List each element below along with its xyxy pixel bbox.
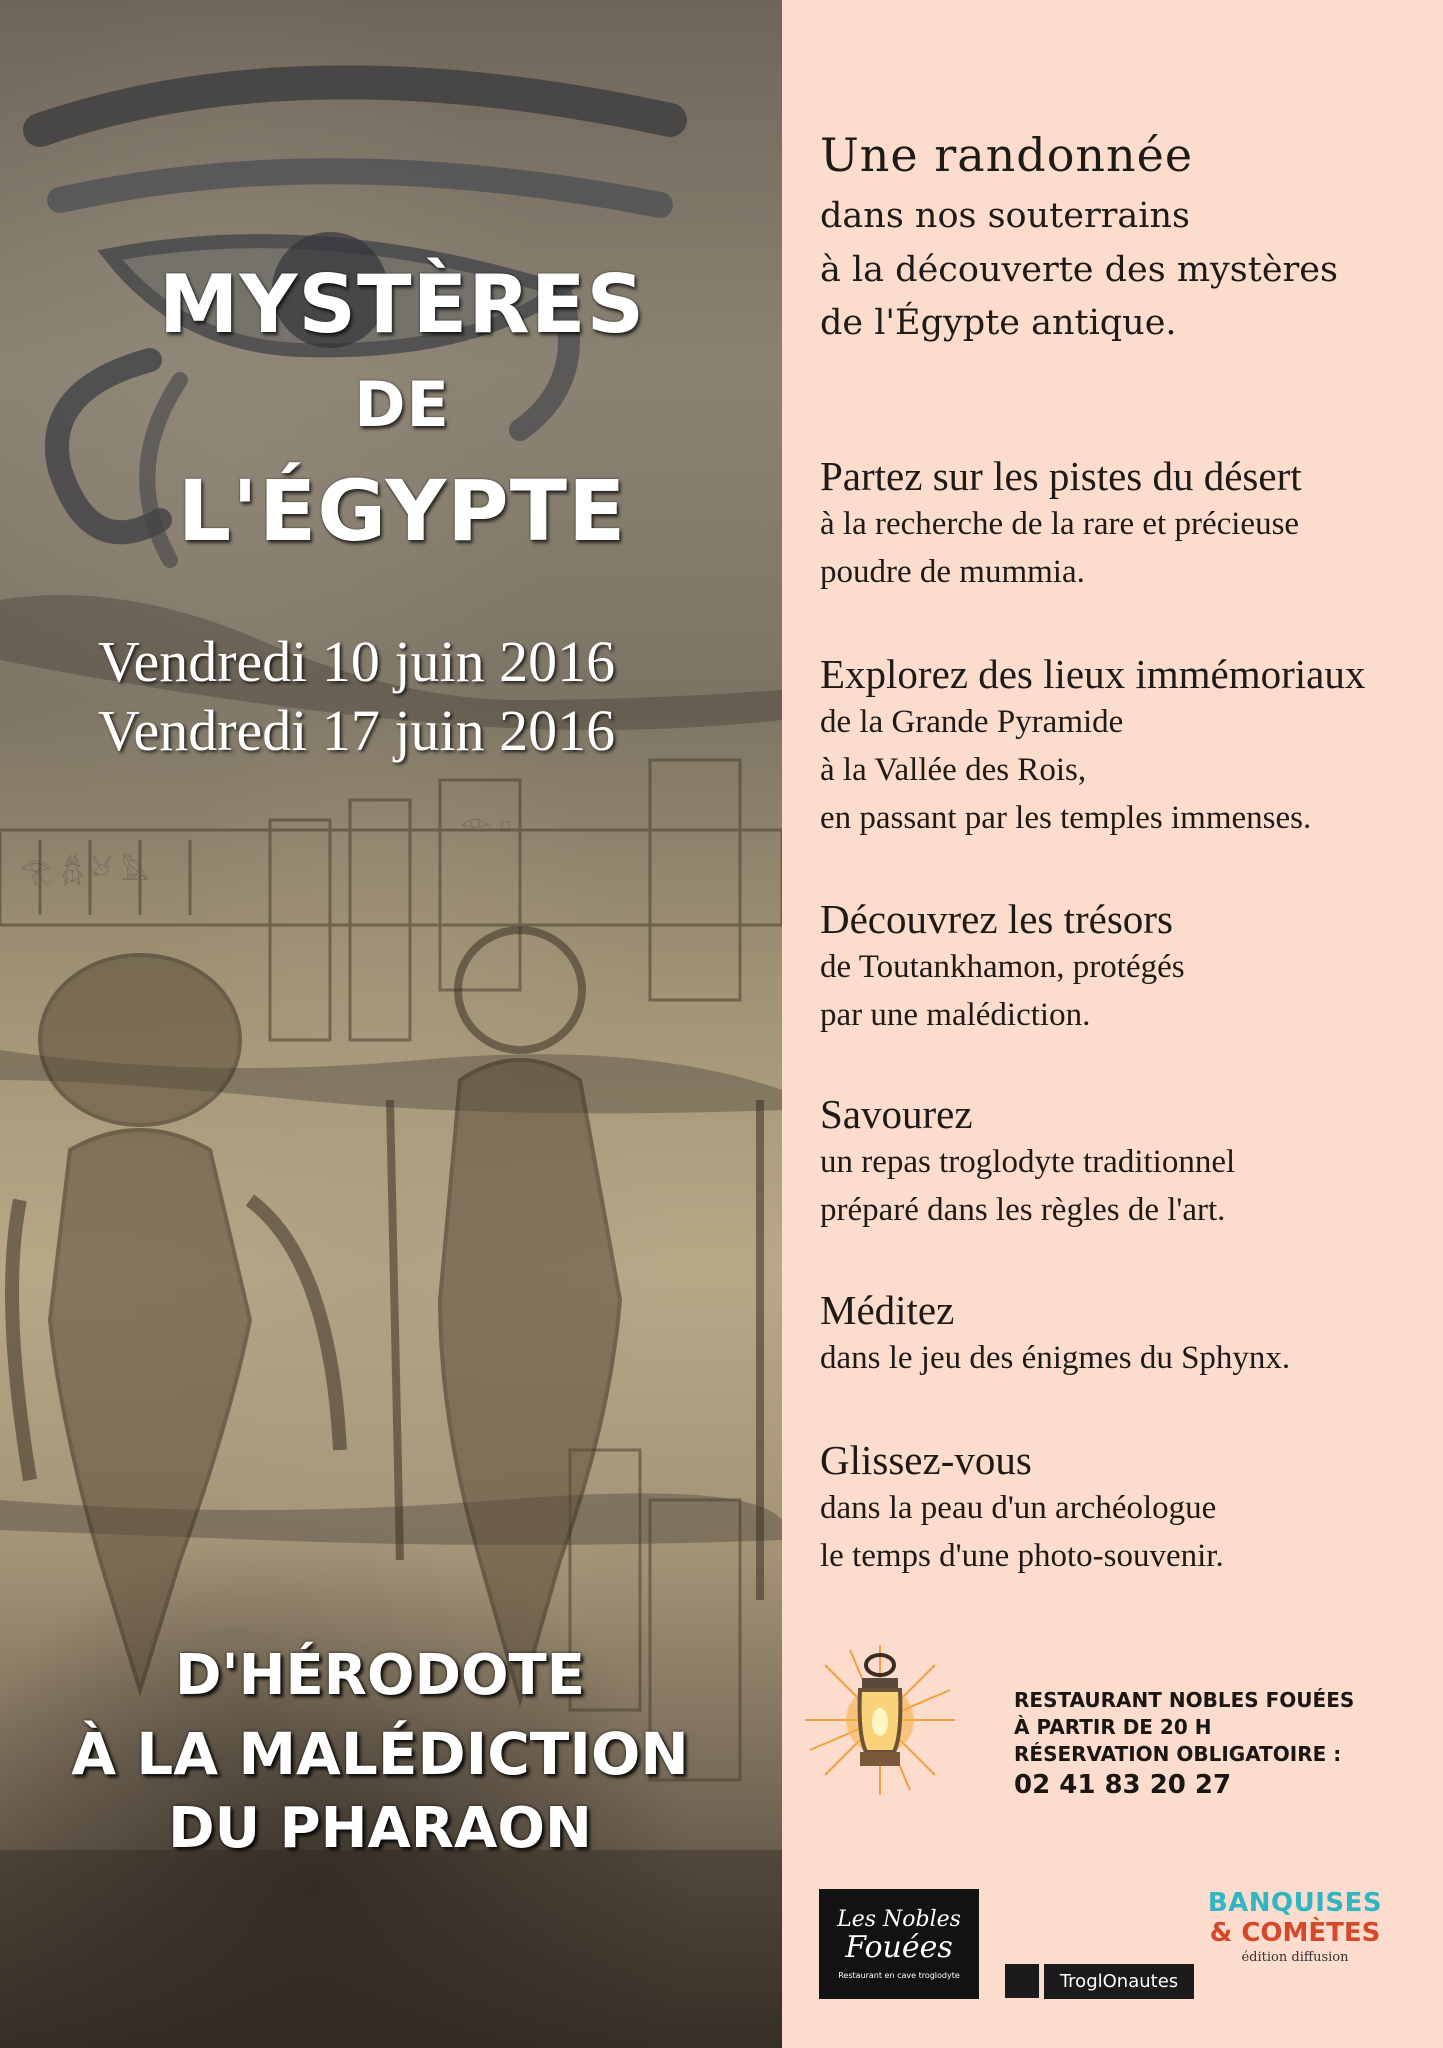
section-line: par une malédiction. <box>820 997 1091 1033</box>
section-line: un repas troglodyte traditionnel <box>820 1144 1236 1180</box>
intro-line: dans nos souterrains <box>820 196 1190 236</box>
section-line: à la recherche de la rare et précieuse <box>820 506 1300 542</box>
section-heading: Méditez <box>820 1287 955 1333</box>
intro-line: de l'Égypte antique. <box>820 303 1177 343</box>
logo-nobles-fouees <box>819 1889 979 1999</box>
section-sphynx <box>820 1286 1290 1382</box>
section-desert <box>820 452 1302 596</box>
svg-text:𓁹 𓊪: 𓁹 𓊪 <box>460 807 511 837</box>
subtitle-line-1: D'HÉRODOTE <box>174 1643 586 1708</box>
section-heading: Savourez <box>820 1091 973 1137</box>
section-heading: Découvrez les trésors <box>820 896 1173 942</box>
start-time: À PARTIR DE 20 H <box>1014 1715 1212 1739</box>
section-line: le temps d'une photo-souvenir. <box>820 1538 1224 1574</box>
section-heading: Partez sur les pistes du désert <box>820 453 1302 499</box>
section-treasures <box>820 895 1185 1039</box>
event-date-2: Vendredi 17 juin 2016 <box>98 698 616 763</box>
section-line: de la Grande Pyramide <box>820 704 1124 740</box>
logo-text: & COMÈTES <box>1209 1918 1381 1948</box>
section-line: de Toutankhamon, protégés <box>820 949 1185 985</box>
section-photo <box>820 1436 1224 1580</box>
section-line: en passant par les temples immenses. <box>820 800 1312 836</box>
title-line-2: DE <box>354 368 450 441</box>
subtitle-line-3: DU PHARAON <box>168 1796 592 1861</box>
logo-text: Fouées <box>845 1930 953 1965</box>
phone-number[interactable]: 02 41 83 20 27 <box>1014 1770 1232 1800</box>
title-line-1: MYSTÈRES <box>158 258 646 351</box>
section-line: dans la peau d'un archéologue <box>820 1490 1217 1526</box>
logo-text: BANQUISES <box>1207 1888 1383 1918</box>
lantern-icon <box>800 1640 960 1800</box>
restaurant-name: RESTAURANT NOBLES FOUÉES <box>1014 1688 1355 1712</box>
section-line: poudre de mummia. <box>820 554 1085 590</box>
section-explore <box>820 650 1365 842</box>
logo-banquises-cometes <box>1205 1860 1385 2010</box>
event-date-1: Vendredi 10 juin 2016 <box>98 629 616 694</box>
logo-text: édition diffusion <box>1241 1950 1349 1965</box>
logo-text: Les Nobles <box>837 1907 961 1932</box>
section-heading: Glissez-vous <box>820 1437 1032 1483</box>
logo-text: Restaurant en cave troglodyte <box>838 1971 960 1980</box>
logo-small-square <box>1005 1964 1039 1998</box>
section-meal <box>820 1090 1235 1234</box>
section-line: préparé dans les règles de l'art. <box>820 1192 1226 1228</box>
intro-line: à la découverte des mystères <box>820 250 1338 290</box>
section-line: dans le jeu des énigmes du Sphynx. <box>820 1340 1291 1376</box>
section-heading: Explorez des lieux immémoriaux <box>820 651 1366 697</box>
logo-troglonautes: TroglOnautes <box>1044 1964 1194 1999</box>
intro-heading: Une randonnée <box>820 128 1194 182</box>
section-line: à la Vallée des Rois, <box>820 752 1087 788</box>
svg-text:𓂀 𓆣 𓃾 𓅓: 𓂀 𓆣 𓃾 𓅓 <box>20 857 150 887</box>
title-line-3: L'ÉGYPTE <box>177 462 627 560</box>
reservation-required: RÉSERVATION OBLIGATOIRE : <box>1014 1742 1342 1766</box>
subtitle-line-2: À LA MALÉDICTION <box>71 1720 689 1788</box>
